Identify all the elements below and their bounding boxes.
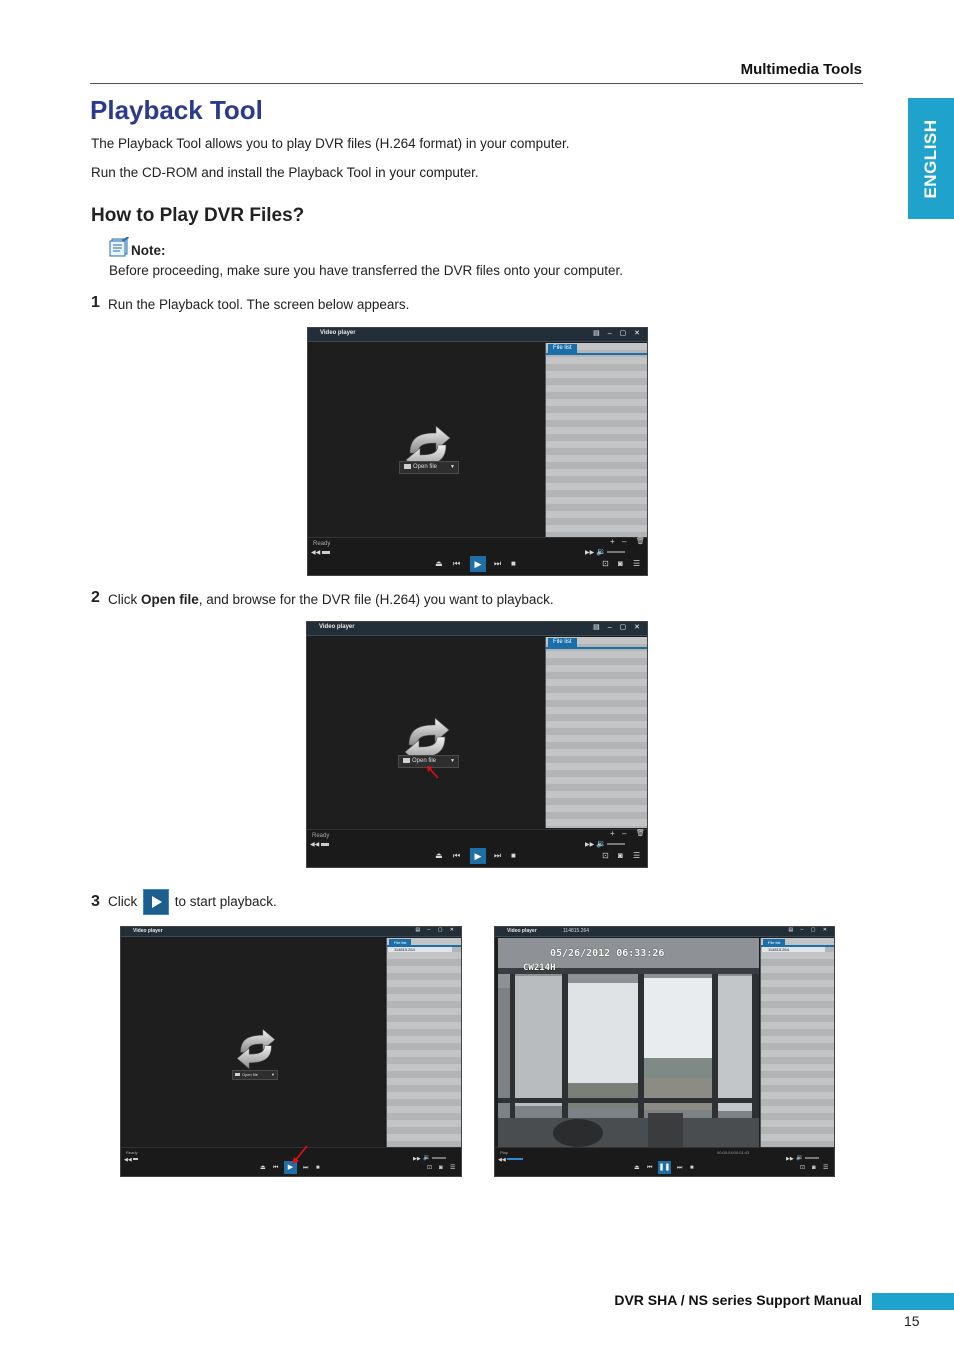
step-text <box>108 884 277 920</box>
player-control-bar <box>307 829 647 867</box>
step-text-post: , and browse for the DVR file (H.264) you want to playback. <box>198 592 554 607</box>
player-title: Video player <box>133 928 163 934</box>
snapshot-icon[interactable]: ◙ <box>812 1165 816 1171</box>
folder-icon <box>235 1073 240 1076</box>
player-title: Video player <box>319 624 355 630</box>
seek-slider[interactable] <box>321 843 329 846</box>
add-icon[interactable]: + <box>610 829 615 838</box>
stop-icon[interactable]: ■ <box>690 1165 694 1171</box>
window-controls-icon[interactable]: ▤ – ▢ ✕ <box>415 927 457 933</box>
window-controls-icon[interactable]: ▤ – ▢ ✕ <box>788 927 830 933</box>
note-icon <box>108 237 130 257</box>
player-title-bar <box>308 328 647 342</box>
intro-paragraph: Run the CD-ROM and install the Playback Tool in your computer. <box>91 165 479 180</box>
video-player-screenshot <box>120 926 462 1177</box>
footer-manual-title: DVR SHA / NS series Support Manual <box>614 1292 862 1308</box>
repeat-icon <box>232 1026 280 1072</box>
file-list-item[interactable]: 114815.264 <box>388 947 452 952</box>
file-list-panel <box>545 637 648 828</box>
trash-icon[interactable]: 🗑 <box>636 538 645 545</box>
fast-forward-icon[interactable]: ▶▶ <box>786 1156 794 1162</box>
rewind-icon[interactable]: ◀◀ <box>498 1157 506 1163</box>
tab-underline <box>546 353 648 355</box>
snapshot-icon[interactable]: ◙ <box>618 559 623 568</box>
tab-file-list[interactable]: File list <box>548 344 577 353</box>
playlist-icon[interactable]: ☰ <box>450 1165 456 1171</box>
playlist-icon[interactable]: ☰ <box>633 851 641 860</box>
tab-file-list[interactable]: File list <box>548 638 577 647</box>
previous-icon[interactable]: ⏮ <box>647 1165 653 1171</box>
file-list-panel <box>545 343 648 537</box>
player-title-bar <box>307 622 647 636</box>
remove-icon[interactable]: – <box>622 537 627 546</box>
player-title: Video player <box>507 928 537 934</box>
open-file-button[interactable] <box>232 1070 278 1080</box>
player-control-bar <box>308 537 647 575</box>
video-player-screenshot <box>307 327 648 576</box>
player-status: Ready <box>313 541 331 547</box>
fast-forward-icon[interactable]: ▶▶ <box>585 550 595 556</box>
stop-icon[interactable]: ■ <box>511 559 516 568</box>
footer-accent-bar <box>872 1293 954 1310</box>
previous-icon[interactable]: ⏮ <box>453 851 461 860</box>
video-area <box>311 343 545 538</box>
section-header: Multimedia Tools <box>740 61 862 78</box>
volume-slider[interactable] <box>805 1157 819 1159</box>
folder-icon <box>403 758 410 763</box>
play-button[interactable]: ▶ <box>284 1161 297 1174</box>
tab-file-list[interactable]: File list <box>763 939 785 946</box>
video-player-screenshot-playing <box>494 926 835 1177</box>
player-status: Play <box>500 1150 508 1155</box>
file-list-panel <box>386 938 462 1148</box>
player-file-name: 114815.264 <box>563 928 590 934</box>
playback-time: 00:00:04/00:01:43 <box>717 1150 750 1155</box>
chevron-down-icon: ▼ <box>450 758 455 764</box>
language-tab-label: ENGLISH <box>921 118 940 199</box>
video-player-screenshot <box>306 621 648 868</box>
step-text-pre: Click <box>108 592 141 607</box>
video-area <box>310 637 545 829</box>
play-button[interactable]: ▶ <box>470 556 486 572</box>
previous-icon[interactable]: ⏮ <box>453 559 461 568</box>
player-control-bar <box>495 1147 834 1176</box>
add-icon[interactable]: + <box>610 537 615 546</box>
play-icon <box>143 889 169 915</box>
step-number: 2 <box>91 589 100 606</box>
volume-slider[interactable] <box>432 1157 446 1159</box>
volume-icon[interactable]: 🔉 <box>423 1155 431 1161</box>
header-divider <box>90 83 863 84</box>
snapshot-icon[interactable]: ◙ <box>618 851 623 860</box>
pause-button[interactable]: ❚❚ <box>658 1161 671 1174</box>
fullscreen-icon[interactable]: ⊡ <box>427 1165 433 1171</box>
player-title: Video player <box>320 330 356 336</box>
video-area <box>124 938 384 1146</box>
note-label: Note: <box>131 243 166 258</box>
rewind-icon[interactable]: ◀◀ <box>311 550 321 556</box>
eject-icon[interactable]: ⏏ <box>435 559 443 568</box>
step-text-pre: Click <box>108 894 141 909</box>
window-controls-icon[interactable]: ▤ – ▢ ✕ <box>593 624 643 631</box>
seek-slider[interactable] <box>507 1158 523 1160</box>
note-text: Before proceeding, make sure you have transferred the DVR files onto your computer. <box>109 263 624 278</box>
step-text: Run the Playback tool. The screen below appears. <box>108 297 410 312</box>
step-number: 1 <box>91 294 100 311</box>
fullscreen-icon[interactable]: ⊡ <box>602 851 609 860</box>
next-icon[interactable]: ⏭ <box>677 1165 683 1171</box>
playlist-icon[interactable]: ☰ <box>633 559 641 568</box>
volume-slider[interactable] <box>607 551 625 553</box>
remove-icon[interactable]: – <box>622 829 627 838</box>
player-title-bar <box>495 927 834 937</box>
step-text-bold: Open file <box>141 592 199 607</box>
player-status: Ready <box>126 1150 138 1155</box>
fullscreen-icon[interactable]: ⊡ <box>800 1165 806 1171</box>
folder-icon <box>404 464 411 469</box>
playlist-icon[interactable]: ☰ <box>823 1165 829 1171</box>
volume-icon[interactable]: 🔉 <box>796 1155 804 1161</box>
section-subheading: How to Play DVR Files? <box>91 205 305 226</box>
chevron-down-icon: ▼ <box>271 1072 275 1077</box>
open-file-label: Open file <box>242 1072 259 1077</box>
previous-icon[interactable]: ⏮ <box>273 1165 279 1171</box>
fullscreen-icon[interactable]: ⊡ <box>602 559 609 568</box>
eject-icon[interactable]: ⏏ <box>260 1165 266 1171</box>
open-file-label: Open file <box>412 758 437 764</box>
tab-file-list[interactable]: File list <box>389 939 411 946</box>
eject-icon[interactable]: ⏏ <box>634 1165 640 1171</box>
next-icon[interactable]: ⏭ <box>494 559 502 568</box>
volume-slider[interactable] <box>607 843 625 845</box>
fast-forward-icon[interactable]: ▶▶ <box>585 842 595 848</box>
stop-icon[interactable]: ■ <box>316 1165 320 1171</box>
play-button[interactable]: ▶ <box>470 848 486 864</box>
volume-icon[interactable]: 🔉 <box>596 839 606 848</box>
osd-camera-name: CW214H <box>523 963 556 973</box>
page-number: 15 <box>904 1313 920 1329</box>
tab-underline <box>546 647 648 649</box>
intro-paragraph: The Playback Tool allows you to play DVR files (H.264 format) in your computer. <box>91 136 570 151</box>
window-controls-icon[interactable]: ▤ – ▢ ✕ <box>593 330 643 337</box>
fast-forward-icon[interactable]: ▶▶ <box>413 1156 421 1162</box>
chevron-down-icon: ▼ <box>450 464 455 470</box>
rewind-icon[interactable]: ◀◀ <box>124 1157 132 1163</box>
player-status: Ready <box>312 833 330 839</box>
stop-icon[interactable]: ■ <box>511 851 516 860</box>
pointer-arrow-icon <box>426 765 440 779</box>
language-tab <box>908 98 954 219</box>
step-number: 3 <box>91 893 100 910</box>
open-file-label: Open file <box>413 464 438 470</box>
open-file-button[interactable] <box>399 461 459 474</box>
player-title-bar <box>121 927 461 937</box>
file-list-item[interactable]: 114815.264 <box>762 947 825 952</box>
seek-slider[interactable] <box>133 1158 138 1160</box>
osd-datetime: 05/26/2012 06:33:26 <box>550 948 665 959</box>
camera-video-frame <box>498 938 759 1148</box>
seek-slider[interactable] <box>322 551 330 554</box>
eject-icon[interactable]: ⏏ <box>435 851 443 860</box>
trash-icon[interactable]: 🗑 <box>636 830 645 837</box>
snapshot-icon[interactable]: ◙ <box>439 1165 443 1171</box>
volume-icon[interactable]: 🔉 <box>596 547 606 556</box>
step-text <box>108 592 554 607</box>
rewind-icon[interactable]: ◀◀ <box>310 842 320 848</box>
page-title: Playback Tool <box>90 95 263 125</box>
next-icon[interactable]: ⏭ <box>303 1165 309 1171</box>
step-text-post: to start playback. <box>171 894 277 909</box>
next-icon[interactable]: ⏭ <box>494 851 502 860</box>
pointer-arrow-icon <box>291 1145 309 1165</box>
file-list-panel <box>760 938 835 1148</box>
